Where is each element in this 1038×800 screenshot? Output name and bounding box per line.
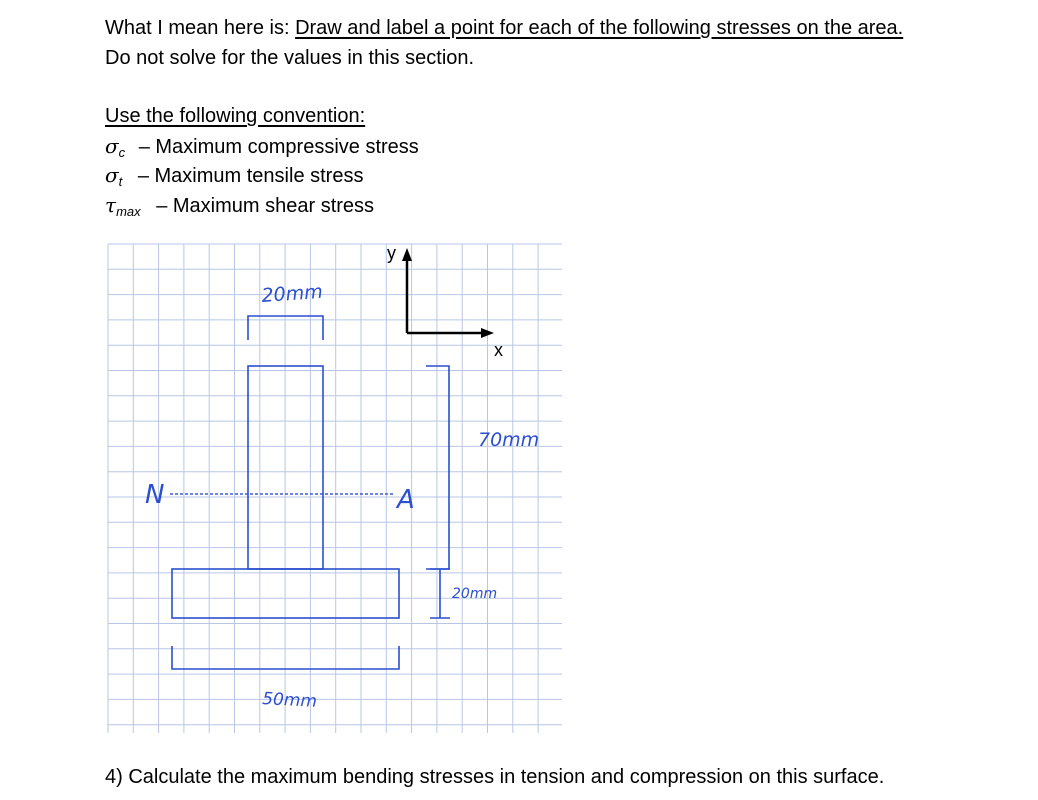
subscript-c: c [118,145,126,160]
graph-paper-grid [108,244,562,733]
tau-symbol: τ [105,193,117,217]
neutral-axis-n-label: N [145,480,165,510]
shear-label: – Maximum shear stress [156,195,375,217]
y-axis-label: y [387,243,396,263]
neutral-axis-a-label: A [397,485,415,515]
compressive-label: – Maximum compressive stress [138,136,419,158]
subscript-max: max [116,204,141,219]
intro-instruction: Draw and label a point for each of the following stresses on the area. [295,17,904,39]
web-height-dimension [426,366,449,569]
flange-width-label: 50mm [261,689,318,712]
sigma-symbol: σ [105,163,119,187]
convention-heading: Use the following convention: [105,105,366,127]
top-width-label: 20mm [260,280,324,307]
intro-lead: What I mean here is: [105,17,296,39]
question-4: 4) Calculate the maximum bending stresses in tension and compression on this surface. [105,766,885,788]
sigma-symbol: σ [105,134,119,158]
tensile-label: – Maximum tensile stress [137,165,364,187]
flange-thickness-dimension [430,569,450,618]
y-axis-arrow-icon [402,248,412,261]
web-height-label: 70mm [478,429,540,451]
intro-line-2: Do not solve for the values in this section. [105,47,475,69]
x-axis-label: x [494,340,503,360]
flange-thickness-label: 20mm [452,586,498,602]
subscript-t: t [118,174,123,189]
